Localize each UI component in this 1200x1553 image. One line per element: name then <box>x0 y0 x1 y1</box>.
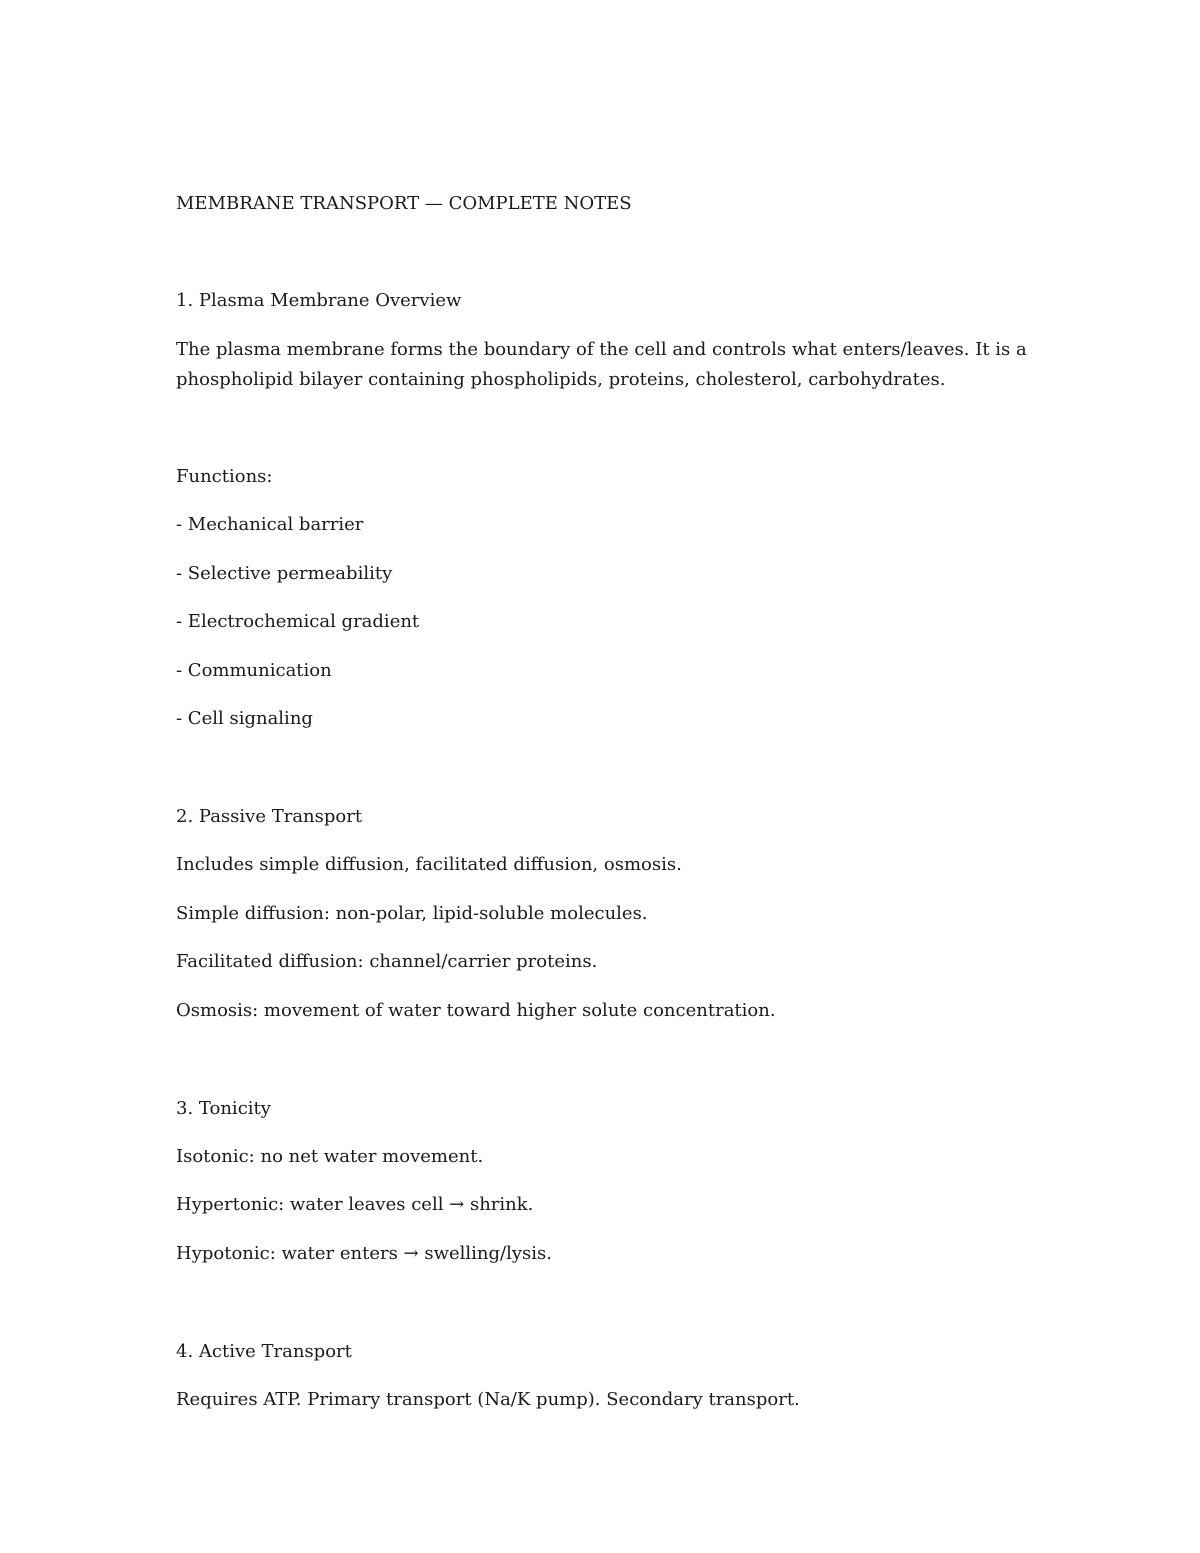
text-line: Facilitated diffusion: channel/carrier proteins. <box>176 951 598 972</box>
list-item: - Communication <box>176 660 332 681</box>
section-heading: 2. Passive Transport <box>176 806 363 827</box>
section-paragraph: The plasma membrane forms the boundary of the cell and controls what enters/leaves. It is a phospholipid bilayer containing phospholipids, proteins, cholesterol, carbohydrates. <box>176 339 1027 390</box>
text-line: Isotonic: no net water movement. <box>176 1146 484 1167</box>
list-item: - Selective permeability <box>176 563 393 584</box>
section-heading: 3. Tonicity <box>176 1098 271 1119</box>
section-heading: 1. Plasma Membrane Overview <box>176 290 462 311</box>
text-line: Includes simple diffusion, facilitated diffusion, osmosis. <box>176 854 682 875</box>
text-line: Hypotonic: water enters → swelling/lysis. <box>176 1243 552 1264</box>
list-item: - Mechanical barrier <box>176 514 364 535</box>
document-title: MEMBRANE TRANSPORT — COMPLETE NOTES <box>176 193 632 214</box>
list-item: - Electrochemical gradient <box>176 611 420 632</box>
text-line: Simple diffusion: non-polar, lipid-soluble molecules. <box>176 903 648 924</box>
section-heading: 4. Active Transport <box>176 1341 352 1362</box>
functions-label: Functions: <box>176 466 273 487</box>
text-line: Hypertonic: water leaves cell → shrink. <box>176 1194 534 1215</box>
text-line: Osmosis: movement of water toward higher solute concentration. <box>176 1000 776 1021</box>
list-item: - Cell signaling <box>176 708 313 729</box>
text-line: Requires ATP. Primary transport (Na/K pump). Secondary transport. <box>176 1389 800 1410</box>
